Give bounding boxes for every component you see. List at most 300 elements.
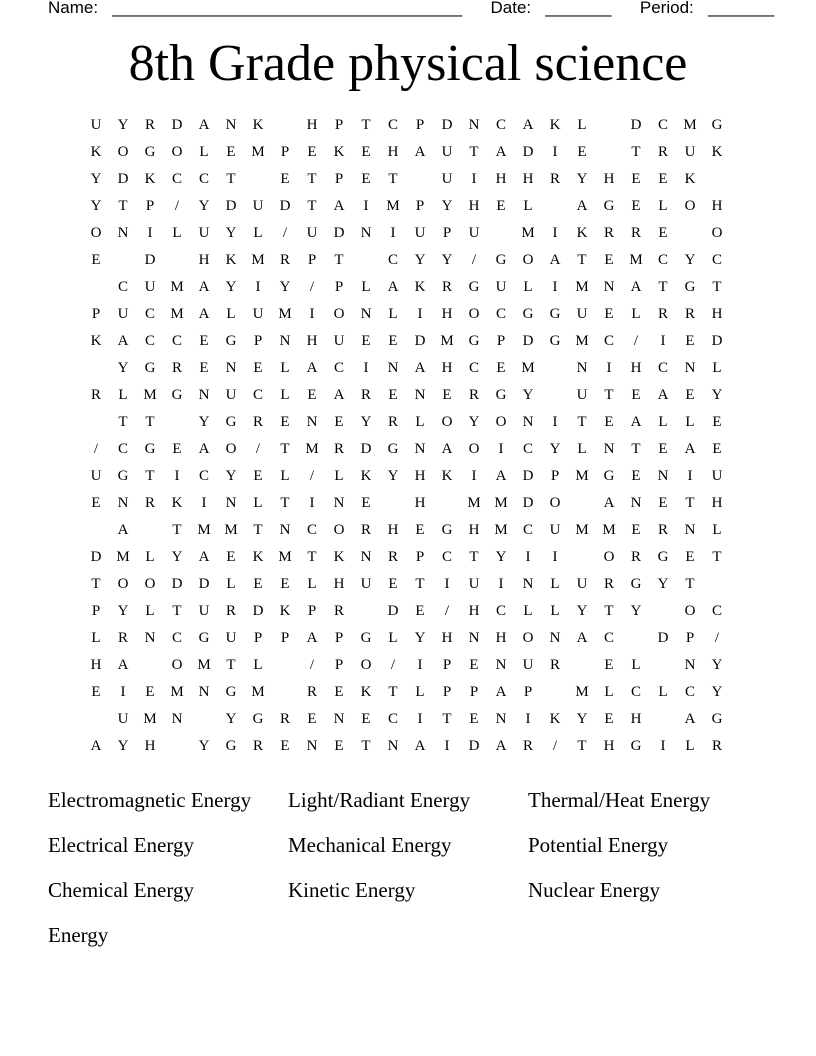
grid-letter: M [197,522,211,538]
grid-letter: H [414,495,426,511]
grid-letter: O [171,657,183,673]
grid-letter: N [495,657,507,673]
grid-letter: U [144,279,156,295]
grid-letter: A [414,738,426,754]
grid-letter: T [712,549,722,565]
grid-letter: U [576,387,588,403]
grid-letter: N [468,630,480,646]
grid-letter: L [361,279,371,295]
grid-letter: L [388,630,398,646]
grid-letter: D [198,576,210,592]
grid-letter: O [711,225,723,241]
grid-letter: T [388,684,398,700]
grid-letter: T [442,711,452,727]
grid-letter: Y [711,657,723,673]
grid-letter: E [199,333,209,349]
grid-letter: I [660,738,666,754]
grid-letter: L [631,657,641,673]
grid-letter: T [631,441,641,457]
grid-letter: N [549,630,561,646]
grid-letter: G [198,630,210,646]
grid-letter: I [525,549,531,565]
grid-letter: H [441,306,453,322]
grid-letter: O [468,306,480,322]
grid-letter: Y [225,279,237,295]
grid-letter: D [333,225,345,241]
grid-letter: E [361,333,371,349]
grid-letter: U [225,630,237,646]
grid-letter: C [144,333,155,349]
grid-letter: P [334,117,344,133]
grid-letter: N [144,630,156,646]
grid-letter: N [387,360,399,376]
grid-letter: P [415,117,425,133]
grid-letter: E [361,495,371,511]
grid-letter: Y [549,441,561,457]
grid-letter: N [630,495,642,511]
grid-letter: T [604,387,614,403]
grid-letter: M [494,495,508,511]
grid-letter: C [603,630,614,646]
grid-letter: O [117,144,129,160]
grid-letter: R [333,441,344,457]
grid-letter: N [657,468,669,484]
grid-letter: U [252,306,264,322]
grid-letter: M [251,144,265,160]
grid-letter: R [306,684,317,700]
grid-letter: L [685,414,695,430]
grid-letter: I [552,414,558,430]
grid-letter: T [172,603,182,619]
word-bank-item: Potential Energy [528,833,669,857]
grid-letter: D [414,333,426,349]
grid-letter: P [334,630,344,646]
grid-letter: T [280,441,290,457]
grid-letter: A [576,198,588,214]
grid-letter: P [145,198,155,214]
grid-letter: K [90,333,102,349]
grid-letter: R [252,738,263,754]
grid-letter: E [91,684,101,700]
grid-letter: H [333,576,345,592]
grid-letter: G [549,333,561,349]
grid-letter: E [145,684,155,700]
grid-letter: A [90,738,102,754]
grid-letter: U [495,279,507,295]
grid-letter: L [280,387,290,403]
grid-letter: G [252,711,264,727]
grid-letter: K [225,252,237,268]
grid-letter: E [415,603,425,619]
grid-letter: O [495,414,507,430]
grid-letter: H [468,603,480,619]
grid-letter: L [658,684,668,700]
grid-letter: E [388,333,398,349]
page-title: 8th Grade physical science [128,35,688,92]
grid-letter: R [522,738,533,754]
grid-letter: T [712,279,722,295]
grid-letter: Y [684,252,696,268]
grid-letter: D [522,495,534,511]
grid-letter: H [522,171,534,187]
grid-letter: K [549,117,561,133]
grid-letter: I [552,225,558,241]
grid-letter: I [174,468,180,484]
grid-letter: L [172,225,182,241]
grid-letter: Y [414,252,426,268]
grid-letter: I [444,738,450,754]
grid-letter: L [577,441,587,457]
grid-letter: U [117,711,129,727]
grid-letter: H [603,171,615,187]
grid-letter: R [387,549,398,565]
grid-letter: G [144,360,156,376]
grid-letter: I [255,279,261,295]
grid-letter: H [711,306,723,322]
grid-letter: G [360,630,372,646]
grid-letter: U [90,117,102,133]
grid-letter: N [279,522,291,538]
grid-letter: R [468,387,479,403]
grid-letter: T [469,549,479,565]
grid-letter: H [495,171,507,187]
grid-letter: K [171,495,183,511]
grid-letter: M [224,522,238,538]
grid-letter: Y [711,684,723,700]
grid-letter: C [252,387,263,403]
grid-letter: M [575,468,589,484]
grid-letter: A [198,441,210,457]
grid-letter: A [306,360,318,376]
grid-letter: O [441,414,453,430]
grid-letter: O [549,495,561,511]
grid-letter: C [198,171,209,187]
grid-letter: L [631,306,641,322]
grid-letter: I [201,495,207,511]
grid-letter: I [525,711,531,727]
grid-letter: I [417,711,423,727]
grid-letter: M [575,333,589,349]
grid-letter: O [333,306,345,322]
grid-letter: U [198,225,210,241]
grid-letter: U [684,144,696,160]
grid-letter: D [171,576,183,592]
grid-letter: P [307,252,317,268]
grid-letter: E [604,306,614,322]
grid-letter: G [225,414,237,430]
grid-letter: M [494,522,508,538]
grid-letter: A [198,117,210,133]
grid-letter: C [684,684,695,700]
grid-letter: L [307,576,317,592]
grid-letter: D [171,117,183,133]
grid-letter: I [363,360,369,376]
word-bank-item: Nuclear Energy [528,878,660,902]
grid-letter: D [360,441,372,457]
grid-letter: L [685,738,695,754]
grid-letter: R [711,738,722,754]
grid-letter: M [251,252,265,268]
grid-letter: H [414,468,426,484]
grid-letter: H [711,495,723,511]
grid-letter: E [631,171,641,187]
grid-letter: L [334,468,344,484]
grid-letter: I [417,306,423,322]
grid-letter: E [631,522,641,538]
grid-letter: N [522,414,534,430]
grid-letter: E [604,711,614,727]
grid-letter: / [174,198,180,214]
grid-letter: G [549,306,561,322]
word-bank-item: Kinetic Energy [288,878,416,902]
grid-letter: H [468,522,480,538]
grid-letter: C [117,279,128,295]
grid-letter: K [684,171,696,187]
grid-letter: C [603,333,614,349]
grid-letter: R [630,549,641,565]
grid-letter: N [684,657,696,673]
grid-letter: E [712,414,722,430]
grid-letter: D [279,198,291,214]
grid-letter: I [687,468,693,484]
grid-letter: U [414,225,426,241]
grid-letter: R [387,414,398,430]
grid-letter: C [522,441,533,457]
grid-letter: Y [657,576,669,592]
grid-letter: E [415,522,425,538]
word-bank [48,778,768,958]
grid-letter: E [631,198,641,214]
grid-letter: L [550,576,560,592]
grid-letter: U [360,576,372,592]
grid-letter: L [523,198,533,214]
grid-letter: N [360,225,372,241]
grid-letter: M [143,711,157,727]
grid-letter: M [629,252,643,268]
grid-letter: P [442,657,452,673]
grid-letter: I [660,333,666,349]
grid-letter: I [471,171,477,187]
name-label: Name: [48,0,99,17]
grid-letter: M [575,522,589,538]
grid-letter: L [523,279,533,295]
grid-letter: E [685,387,695,403]
grid-letter: D [468,738,480,754]
grid-letter: / [714,630,720,646]
grid-letter: U [198,603,210,619]
grid-letter: E [496,360,506,376]
grid-letter: A [684,711,696,727]
grid-letter: Y [198,738,210,754]
grid-letter: P [496,333,506,349]
grid-letter: P [91,306,101,322]
grid-letter: M [440,333,454,349]
grid-letter: R [90,387,101,403]
grid-letter: M [170,306,184,322]
grid-letter: A [522,117,534,133]
grid-letter: C [495,117,506,133]
grid-letter: L [280,360,290,376]
grid-letter: N [522,576,534,592]
grid-letter: N [279,333,291,349]
grid-letter: Y [90,198,102,214]
grid-letter: D [90,549,102,565]
grid-letter: R [684,306,695,322]
grid-letter: H [441,630,453,646]
grid-letter: E [361,711,371,727]
grid-letter: G [144,441,156,457]
grid-letter: H [144,738,156,754]
grid-letter: / [390,657,396,673]
grid-letter: O [90,225,102,241]
grid-letter: D [144,252,156,268]
grid-letter: R [441,279,452,295]
grid-letter: H [441,360,453,376]
grid-letter: P [469,684,479,700]
grid-letter: L [145,603,155,619]
grid-letter: N [117,225,129,241]
grid-letter: P [523,684,533,700]
grid-letter: T [334,252,344,268]
grid-letter: L [253,657,263,673]
grid-letter: T [685,495,695,511]
grid-letter: L [604,684,614,700]
grid-letter: A [549,252,561,268]
grid-letter: R [333,603,344,619]
grid-letter: C [144,306,155,322]
grid-letter: C [117,441,128,457]
period-label: Period: [639,0,694,17]
word-bank-item: Energy [48,923,109,947]
grid-letter: A [414,360,426,376]
grid-letter: T [577,738,587,754]
grid-letter: G [225,684,237,700]
grid-letter: E [307,711,317,727]
word-bank-item: Mechanical Energy [288,833,452,857]
grid-letter: H [468,198,480,214]
grid-letter: L [226,576,236,592]
grid-letter: E [253,468,263,484]
grid-letter: U [549,522,561,538]
grid-letter: N [333,495,345,511]
grid-letter: R [144,117,155,133]
grid-letter: Y [117,738,129,754]
grid-letter: U [90,468,102,484]
grid-letter: A [117,657,129,673]
grid-letter: N [603,279,615,295]
grid-letter: N [360,549,372,565]
grid-letter: E [280,738,290,754]
grid-letter: / [444,603,450,619]
grid-letter: H [711,198,723,214]
grid-letter: E [361,171,371,187]
grid-letter: N [684,360,696,376]
grid-letter: E [631,468,641,484]
grid-letter: Y [90,171,102,187]
grid-letter: A [495,144,507,160]
grid-letter: P [442,684,452,700]
grid-letter: E [334,414,344,430]
grid-letter: K [711,144,723,160]
grid-letter: T [604,603,614,619]
grid-letter: G [684,279,696,295]
grid-letter: A [495,738,507,754]
grid-letter: G [630,576,642,592]
grid-letter: / [309,657,315,673]
grid-letter: Y [360,414,372,430]
grid-letter: L [118,387,128,403]
grid-letter: T [685,576,695,592]
grid-letter: T [361,738,371,754]
grid-letter: E [685,333,695,349]
grid-letter: / [552,738,558,754]
grid-letter: D [657,630,669,646]
grid-letter: E [253,360,263,376]
grid-letter: I [309,495,315,511]
grid-letter: U [576,576,588,592]
grid-letter: M [386,198,400,214]
grid-letter: / [255,441,261,457]
grid-letter: / [282,225,288,241]
grid-letter: M [143,387,157,403]
grid-letter: / [633,333,639,349]
grid-letter: G [171,387,183,403]
grid-letter: I [498,576,504,592]
grid-letter: L [523,603,533,619]
grid-letter: I [363,198,369,214]
grid-letter: U [468,576,480,592]
grid-letter: G [495,252,507,268]
grid-letter: E [280,171,290,187]
grid-letter: K [333,144,345,160]
grid-letter: D [252,603,264,619]
grid-letter: G [225,738,237,754]
grid-letter: C [306,522,317,538]
grid-letter: N [225,117,237,133]
grid-letter: A [198,279,210,295]
grid-letter: L [712,360,722,376]
grid-letter: L [199,144,209,160]
grid-letter: G [468,333,480,349]
grid-letter: G [603,198,615,214]
grid-letter: N [414,441,426,457]
grid-letter: Y [522,387,534,403]
grid-letter: C [333,360,344,376]
grid-letter: Y [225,468,237,484]
grid-letter: E [604,657,614,673]
grid-letter: U [117,306,129,322]
grid-letter: E [253,576,263,592]
grid-letter: G [603,468,615,484]
grid-letter: E [307,144,317,160]
grid-letter: A [495,468,507,484]
grid-letter: K [144,171,156,187]
grid-letter: O [684,603,696,619]
grid-letter: A [441,441,453,457]
grid-letter: T [118,198,128,214]
grid-letter: E [361,144,371,160]
grid-letter: P [334,279,344,295]
grid-letter: Y [495,549,507,565]
grid-letter: O [333,522,345,538]
grid-letter: T [307,198,317,214]
grid-letter: R [549,657,560,673]
grid-letter: I [498,441,504,457]
grid-letter: N [225,495,237,511]
grid-letter: K [576,225,588,241]
grid-letter: H [387,144,399,160]
grid-letter: Y [387,468,399,484]
